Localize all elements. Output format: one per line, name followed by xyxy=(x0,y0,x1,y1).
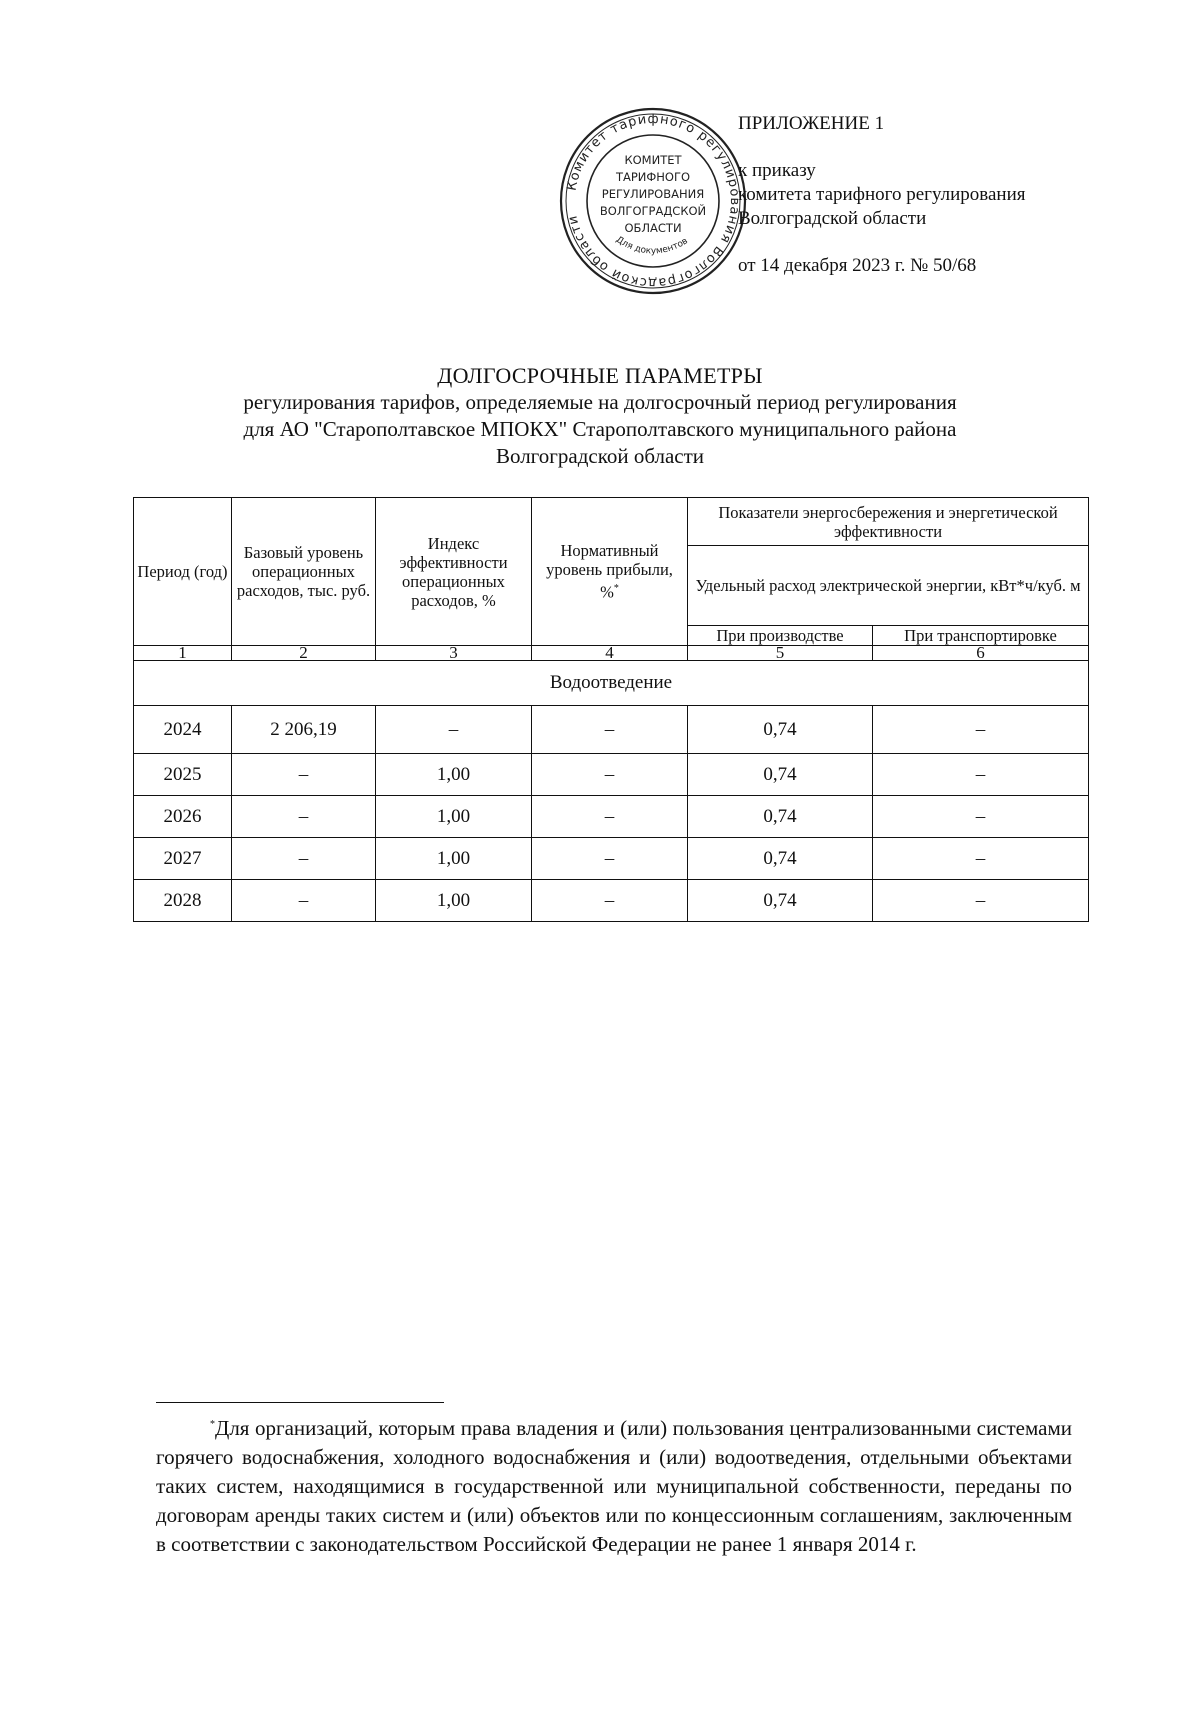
cell-index: 1,00 xyxy=(376,796,532,838)
cell-base: 2 206,19 xyxy=(232,706,376,754)
footnote-divider xyxy=(156,1402,444,1403)
region-name: Волгоградской области xyxy=(738,208,927,229)
cell-year: 2027 xyxy=(134,838,232,880)
cell-profit: – xyxy=(532,880,688,922)
cell-profit: – xyxy=(532,796,688,838)
header-production: При производстве xyxy=(688,626,873,646)
cell-index: 1,00 xyxy=(376,754,532,796)
cell-base: – xyxy=(232,838,376,880)
cell-index: 1,00 xyxy=(376,880,532,922)
footnote xyxy=(156,1410,1072,1559)
cell-year: 2028 xyxy=(134,880,232,922)
cell-transport: – xyxy=(873,706,1089,754)
table-row xyxy=(134,754,1089,796)
official-stamp xyxy=(558,106,748,296)
table-row xyxy=(134,880,1089,922)
footnote-mark: * xyxy=(210,1419,215,1430)
footnote-marker: * xyxy=(613,583,619,595)
order-reference: к приказу xyxy=(738,160,816,181)
cell-production: 0,74 xyxy=(688,754,873,796)
svg-text:РЕГУЛИРОВАНИЯ: РЕГУЛИРОВАНИЯ xyxy=(601,187,705,201)
table-row xyxy=(134,838,1089,880)
title-line-3: для АО "Старополтавское МПОКХ" Старополтавского муниципального района xyxy=(243,417,957,441)
cell-year: 2026 xyxy=(134,796,232,838)
document-title xyxy=(120,362,1080,470)
cell-profit: – xyxy=(532,706,688,754)
header-profit-level-text: Нормативный уровень прибыли, % xyxy=(546,541,673,602)
title-main: ДОЛГОСРОЧНЫЕ ПАРАМЕТРЫ xyxy=(437,363,763,388)
header-transport: При транспортировке xyxy=(873,626,1089,646)
cell-base: – xyxy=(232,796,376,838)
committee-name: комитета тарифного регулирования xyxy=(738,184,1026,205)
cell-year: 2024 xyxy=(134,706,232,754)
col-number: 4 xyxy=(532,646,688,661)
header-base-level: Базовый уровень операционных расходов, тыс. руб. xyxy=(232,498,376,646)
table-row xyxy=(134,706,1089,754)
cell-transport: – xyxy=(873,838,1089,880)
header-efficiency-index: Индекс эффективности операционных расходов, % xyxy=(376,498,532,646)
header-energy-group: Показатели энергосбережения и энергетической эффективности xyxy=(688,498,1089,546)
cell-year: 2025 xyxy=(134,754,232,796)
cell-production: 0,74 xyxy=(688,796,873,838)
header-profit-level xyxy=(532,498,688,646)
parameters-table-wrap xyxy=(133,497,1088,922)
svg-text:Для документов: Для документов xyxy=(613,234,690,257)
order-date-number: от 14 декабря 2023 г. № 50/68 xyxy=(738,255,977,276)
col-number: 5 xyxy=(688,646,873,661)
cell-profit: – xyxy=(532,754,688,796)
title-line-2: регулирования тарифов, определяемые на долгосрочный период регулирования xyxy=(243,390,957,414)
stamp-seal-icon xyxy=(558,106,748,296)
svg-text:Комитет тарифного регулировани: Комитет тарифного регулирования Волгоградской области xyxy=(564,111,743,291)
col-number: 6 xyxy=(873,646,1089,661)
title-line-4: Волгоградской области xyxy=(495,444,705,468)
cell-base: – xyxy=(232,880,376,922)
cell-index: – xyxy=(376,706,532,754)
cell-index: 1,00 xyxy=(376,838,532,880)
svg-text:ВОЛГОГРАДСКОЙ: ВОЛГОГРАДСКОЙ xyxy=(599,204,707,218)
col-number: 3 xyxy=(376,646,532,661)
cell-base: – xyxy=(232,754,376,796)
cell-production: 0,74 xyxy=(688,706,873,754)
cell-transport: – xyxy=(873,796,1089,838)
col-number: 1 xyxy=(134,646,232,661)
cell-profit: – xyxy=(532,838,688,880)
svg-text:ТАРИФНОГО: ТАРИФНОГО xyxy=(615,170,691,184)
cell-transport: – xyxy=(873,754,1089,796)
header-energy-subgroup: Удельный расход электрической энергии, кВт*ч/куб. м xyxy=(688,546,1089,626)
cell-transport: – xyxy=(873,880,1089,922)
col-number: 2 xyxy=(232,646,376,661)
cell-production: 0,74 xyxy=(688,838,873,880)
footnote-text: Для организаций, которым права владения и (или) пользования централизованными системами горячего водоснабжения, холодного водоснабжения и (или) водоотведения, отдельными объектами таких систем, находящимися в государственной или муниципальной собственности, переданы по договорам аренды таких систем и (или) объектов или по концессионным соглашениям, заключенным в соответствии с законодательством Российской Федерации не ранее 1 января 2014 г. xyxy=(156,1416,1072,1556)
cell-production: 0,74 xyxy=(688,880,873,922)
svg-text:ОБЛАСТИ: ОБЛАСТИ xyxy=(624,221,682,235)
appendix-label: ПРИЛОЖЕНИЕ 1 xyxy=(738,113,885,134)
table-row xyxy=(134,796,1089,838)
parameters-table xyxy=(133,497,1089,922)
header-period: Период (год) xyxy=(134,498,232,646)
section-title: Водоотведение xyxy=(134,661,1089,706)
svg-text:КОМИТЕТ: КОМИТЕТ xyxy=(624,153,682,167)
